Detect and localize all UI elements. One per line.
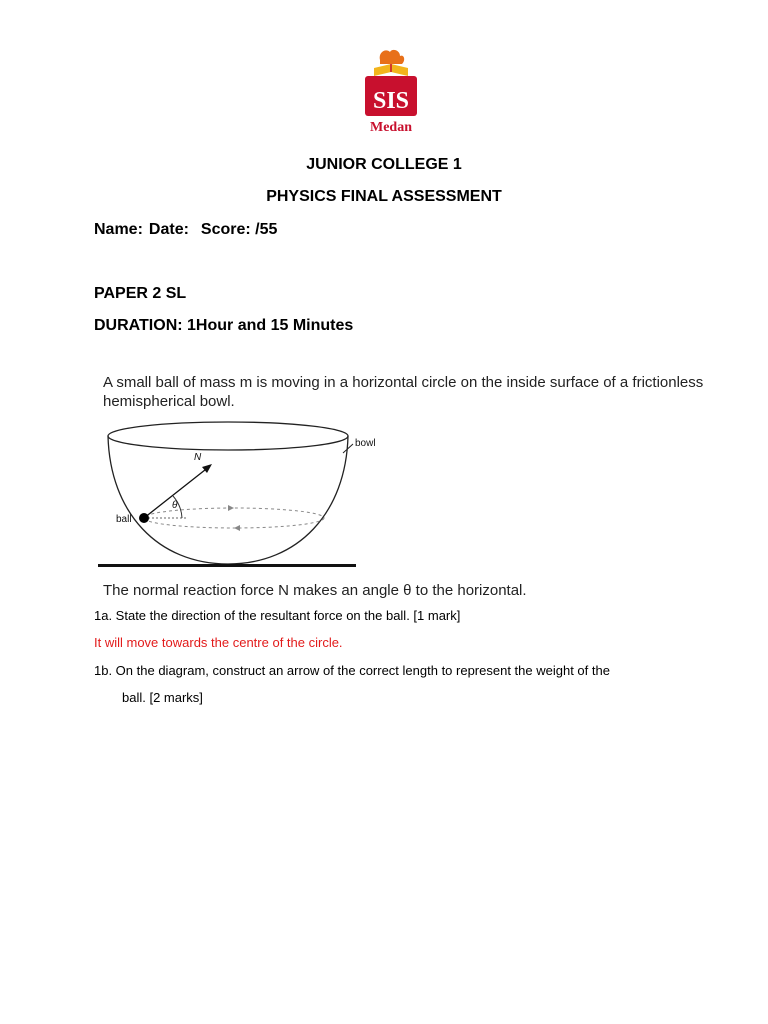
question-intro-line1: A small ball of mass m is moving in a horizontal circle on the inside surface of a frictionless	[103, 374, 704, 391]
logo-caption: Medan	[370, 120, 412, 135]
path-arrow-icon	[234, 525, 240, 531]
path-arrow-icon	[228, 505, 234, 511]
question-1b-line2: ball. [2 marks]	[122, 690, 203, 705]
label-n: N	[194, 452, 202, 463]
logo-text: SIS	[372, 88, 410, 114]
name-label: Name:	[94, 221, 143, 238]
circular-path	[144, 508, 324, 528]
label-bowl: bowl	[355, 438, 376, 449]
bowl-diagram-svg	[98, 418, 398, 574]
page-title: JUNIOR COLLEGE 1	[306, 156, 462, 173]
bowl-diagram	[98, 418, 398, 574]
bowl-rim	[108, 422, 348, 450]
question-1a: 1a. State the direction of the resultant force on the ball. [1 mark]	[94, 608, 461, 623]
duration-label: DURATION: 1Hour and 15 Minutes	[94, 317, 354, 334]
logo-emblem	[356, 46, 426, 126]
answer-1a: It will move towards the centre of the circle.	[94, 635, 343, 650]
score-label: Score: /55	[200, 221, 278, 238]
table-surface	[98, 564, 356, 567]
bowl-body	[108, 436, 348, 564]
label-theta: θ	[172, 500, 178, 511]
student-info-line	[94, 221, 283, 239]
question-1b-line1: 1b. On the diagram, construct an arrow of the correct length to represent the weight of the	[94, 663, 610, 678]
paper-label: PAPER 2 SL	[94, 285, 187, 302]
question-intro-line2: hemispherical bowl.	[103, 393, 235, 410]
label-ball: ball	[116, 514, 132, 525]
date-label: Date:	[148, 221, 189, 238]
ball	[139, 513, 149, 523]
diagram-caption: The normal reaction force N makes an angle θ to the horizontal.	[103, 582, 527, 599]
page-subtitle: PHYSICS FINAL ASSESSMENT	[266, 188, 502, 205]
flame-icon	[380, 50, 404, 64]
